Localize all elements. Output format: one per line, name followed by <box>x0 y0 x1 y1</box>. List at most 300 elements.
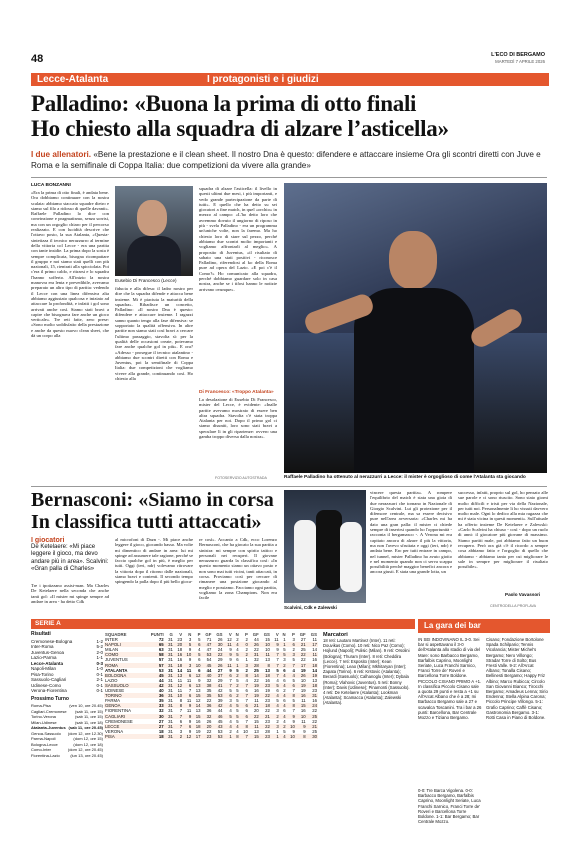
team-stat: 2 <box>271 714 280 719</box>
team-stat: 12 <box>195 698 201 704</box>
team-stat: 38 <box>202 683 213 688</box>
team-stat: 72 <box>158 637 164 643</box>
team-stat: 6 <box>240 703 249 708</box>
result-score: 0-3 <box>96 660 103 666</box>
team-stat: 22 <box>260 693 271 698</box>
team-stat: 41 <box>212 683 223 688</box>
team-stat: 6 <box>236 657 239 663</box>
result-score: 0-1 <box>96 682 103 688</box>
team-stat: 23 <box>260 683 271 688</box>
team-stat: 13 <box>312 677 317 683</box>
team-stat: 10 <box>174 693 183 698</box>
section-title: I protagonisti e i giudizi <box>201 73 549 86</box>
team-name: BOLOGNA <box>104 673 144 678</box>
team-stat: 10 <box>192 663 201 668</box>
team-stat: 5 <box>276 667 279 673</box>
team-stat: 12 <box>174 683 183 688</box>
standings-header-cell: V <box>179 632 183 637</box>
team-stat: 9 <box>188 647 192 653</box>
team-name: INTER <box>105 637 118 643</box>
team-stat: 10 <box>183 652 192 657</box>
deck-text: «Bene la prestazione e il clean sheet. Il nostro Dna è questo: difendere e attaccare insieme Ora gli scontri diretti con Juve e Roma e la semifinale di Coppa Italia: due competizioni da vivere alla grande» <box>31 150 541 170</box>
team-stat: 4 <box>224 703 233 708</box>
team-stat: 4 <box>271 703 280 708</box>
team-stat: 7 <box>188 688 192 694</box>
story2-headline-line-2: In classifica tutti attaccati» <box>31 511 262 533</box>
team-stat: 53 <box>217 728 223 734</box>
team-stat: 1 <box>245 657 248 663</box>
team-stat: 26 <box>217 637 223 643</box>
team-stat: 20 <box>174 642 183 647</box>
result-row <box>31 688 103 694</box>
team-stat: 11 <box>224 663 233 668</box>
team-stat: 7 <box>179 708 183 714</box>
team-stat: 11 <box>177 688 183 694</box>
story2-rule <box>31 486 547 487</box>
team-stat: 11 <box>312 637 317 643</box>
result-match: Juventus-Genoa <box>31 649 65 655</box>
team-stat: 24 <box>307 703 318 708</box>
team-stat: 7 <box>271 673 280 678</box>
team-stat: 6 <box>179 718 183 724</box>
standings-header-cell: P <box>291 632 295 637</box>
team-stat: 31 <box>165 673 174 678</box>
team-stat: 4 <box>229 718 232 724</box>
section-tag: Lecce-Atalanta <box>31 73 201 86</box>
team-stat: 23 <box>177 637 183 643</box>
team-stat: 15 <box>249 734 260 739</box>
standings-header-cell: N <box>188 632 192 637</box>
team-stat: 40 <box>202 673 213 678</box>
team-stat: 5 <box>229 688 232 694</box>
standings-row <box>104 734 318 739</box>
team-stat: 30 <box>307 734 318 739</box>
result-score: 0-1 <box>96 671 103 677</box>
result-match: Verona-Fiorentina <box>31 688 67 693</box>
team-stat: 44 <box>253 637 259 643</box>
team-stat: 9 <box>188 657 192 663</box>
team-stat: 7 <box>240 693 249 698</box>
team-stat: 23 <box>202 734 213 739</box>
team-stat: 6 <box>183 683 192 688</box>
result-score: 2-0 <box>96 649 103 655</box>
team-stat: 25 <box>300 647 306 653</box>
team-stat: 42 <box>144 683 164 688</box>
next-match: Fiorentina-Lazio <box>31 752 60 758</box>
team-stat: 31 <box>168 688 173 694</box>
team-stat: 26 <box>206 718 212 724</box>
palladino-photo <box>284 183 547 473</box>
newspaper-name: L'ECO DI BERGAMO <box>491 52 545 58</box>
team-stat: 3 <box>283 657 286 663</box>
team-stat: 22 <box>300 657 306 663</box>
team-stat: 2 <box>245 667 248 673</box>
team-stat: 0 <box>240 642 249 647</box>
team-stat: 5 <box>198 637 201 643</box>
team-stat: 2 <box>236 637 239 643</box>
team-stat: 6 <box>287 642 296 647</box>
team-stat: 22 <box>249 714 260 719</box>
team-stat: 4 <box>271 693 280 698</box>
team-stat: 29 <box>217 657 223 663</box>
team-stat: 24 <box>217 647 223 653</box>
issue-date: MARTEDÌ 7 APRILE 2026 <box>495 59 545 64</box>
next-match-time: (dom 12, ore 20.45) <box>67 747 103 752</box>
players-box <box>31 537 109 574</box>
team-stat: 15 <box>192 693 201 698</box>
team-stat: 4 <box>292 667 295 673</box>
story1-col1: «Era la prima di otto finali, è andata bene. Ora dobbiamo continuare con la nostra scalata: abbiamo staccato squadre dietro e siamo sul filo a ridosso di quelle davanti». Raffaele Palladino lo dice con convinzione e pragmatismo, senza sorrisi, ma con un orgoglio chiaro per il percorso realizzato. E con lucidità descrive che l'ottavo posto, la sua Atalanta, «Questa-sintetizza il tecnico nerazzurro al termine della vittoria col Lecce - era una partita con tante insidie. La prima dopo la sosta è sempre complicata, bisogna ricompattare il gruppo e noi siamo stati quelli con più nazionali, 15, rientrati alla spicciolata. Poi c'era il primo caldo, e ritrarsi e lo squadra l'hanno sofferto. All'inizio la nostra manovra era lenta e prevedibile, avevamo preparato un altro tipo di partita: vedendo il Lecce con una linea difensiva alta abbiamo aggiustato qualcosa e iniziato ad attaccare la profondità, e infatti i gol sono arrivati anche così. Siamo stati bravi a capire che bisognava fare anche un gioco verticale». Tre reti fatte, zero prese: «Sono molto soddisfatto della prestazione e anche da questo nuovo clean sheet, che dà un corpo alla <box>31 190 109 339</box>
story2-col1: Tre i ipotizzano assist-man. Ma Charles De Ketelaere nella seconda che anche tanti gol: «Il mister mi spinge sempre ad andare in area - ha detto Cdk <box>31 583 109 604</box>
team-stat: 3 <box>183 663 192 668</box>
team-stat: 31 <box>307 693 318 698</box>
team-stat: 2 <box>229 728 232 734</box>
team-stat: 19 <box>265 688 270 694</box>
team-stat: 31 <box>165 703 174 708</box>
team-stat: 6 <box>198 667 201 673</box>
team-stat: 2 <box>283 688 286 694</box>
next-match: Parma-Napoli <box>31 736 56 741</box>
team-stat: 20 <box>253 708 259 714</box>
next-match-time: (sab 11, ore 18) <box>75 719 103 725</box>
team-stat: 9 <box>229 657 232 663</box>
team-stat: 5 <box>224 714 233 719</box>
team-stat: 9 <box>271 642 280 647</box>
team-stat: 35 <box>158 698 164 704</box>
next-match-time: (dom 12, ore 12.30) <box>67 730 103 736</box>
team-name: UDINESE <box>105 688 125 694</box>
team-stat: 32 <box>206 677 212 683</box>
story1-byline: LUCA BONZANNI <box>31 183 71 188</box>
team-stat: 5 <box>292 657 295 663</box>
next-match-time: (sab 11, ore 15) <box>75 708 103 714</box>
team-stat: 11 <box>301 698 306 704</box>
team-stat: 39 <box>217 698 223 704</box>
next-match: Bologna-Lecce <box>31 741 58 747</box>
team-stat: 2 <box>174 734 183 739</box>
team-stat: 4 <box>236 647 239 653</box>
team-name: COMO <box>104 652 144 657</box>
story2-col2: al microfoni di Dazn -. Mi piace anche leggere il gioco, giocando basso. Ma volte mi dimentico di andare in area: lui mi spinge ad assumere tale ragione, perché se faccio qualche gol in più, è meglio per tutti. Oggi (ieri, ndr) volevamo ritrovare la vittoria dopo il ritorno dalle nazionali, siamo bravi e contenti. Il secondo tempo spingendo la palla dopo il più bello gioca- <box>115 537 193 585</box>
team-stat: 4 <box>276 677 279 683</box>
team-name: ROMA <box>104 663 144 668</box>
next-match-time: (ven 10, ore 20.45) <box>69 703 103 708</box>
team-stat: 22 <box>265 708 270 714</box>
team-stat: 54 <box>206 657 212 663</box>
team-name: JUVENTUS <box>105 657 128 663</box>
team-stat: 31 <box>168 667 173 673</box>
team-name: LECCE <box>104 724 144 729</box>
standings-header-cell: P <box>197 632 201 637</box>
scalvini-caption: Scalvini, Cdk e Zalewski <box>284 605 337 610</box>
team-stat: 11 <box>224 642 233 647</box>
team-stat: 19 <box>300 688 306 694</box>
team-stat: 25 <box>253 667 259 673</box>
team-stat: 9 <box>303 728 306 734</box>
standings-header-cell: G <box>169 632 173 637</box>
result-score: 0-1 <box>96 688 103 693</box>
team-stat: 5 <box>271 683 280 688</box>
team-stat: 18 <box>260 703 271 708</box>
team-stat: 31 <box>165 734 174 739</box>
team-stat: 18 <box>307 683 318 688</box>
di-francesco-photo <box>115 186 193 276</box>
team-stat: 23 <box>265 718 270 724</box>
team-stat: 4 <box>236 728 239 734</box>
story1-deck <box>31 149 547 171</box>
team-stat: 46 <box>212 714 223 719</box>
team-stat: 21 <box>249 703 260 708</box>
standings-header-cell: V <box>228 632 232 637</box>
team-stat: 2 <box>245 647 248 653</box>
team-stat: 3 <box>287 652 296 657</box>
team-stat: 15 <box>253 718 259 724</box>
team-stat: 27 <box>158 718 164 724</box>
team-stat: 16 <box>174 652 183 657</box>
team-stat: 6 <box>283 708 286 714</box>
team-stat: 6 <box>276 688 279 694</box>
team-stat: 5 <box>283 728 286 734</box>
team-stat: 7 <box>292 708 295 714</box>
team-stat: 11 <box>260 652 271 657</box>
team-stat: 36 <box>144 693 164 698</box>
results-panel <box>31 632 103 758</box>
team-stat: 19 <box>249 683 260 688</box>
team-stat: 4 <box>229 708 232 714</box>
story1-col3: squadra di alzare l'asticella: il livello in questi ultimi due mesi, i più importanti, e vedo grande partecipazione da parte di tutti». E quello che ha detto su sei giocatori a fine match, in quel «orchio» in mezzo al campo: «L'ho detto loro che avremmo dovuto il ungiorno di riposo in più - svela Palladino - era un programma un'uniche volte, non la faremo. Ma ho chiesto loro di stare sul pezzo, perché abbiamo due scontri molto importanti e vogliamo affrontarli al meglio». A proposito di Juventus, «il risultato di sabato una stati positivi - riconosce Palladino, riferendosi al ko della Roma pure ad opera del Lazio. «E poi c'è il Como?» Ho comunicato alla squadra, perché dobbiamo guardare solo in casa nostra, anche se i tifosi hanno le notizie arrivano ovunque». <box>199 186 277 292</box>
team-stat: 31 <box>165 693 174 698</box>
team-stat: 14 <box>177 667 183 673</box>
team-stat: 16 <box>312 657 317 663</box>
team-stat: 45 <box>144 673 164 678</box>
team-stat: 26 <box>296 673 307 678</box>
team-stat: 7 <box>245 698 248 704</box>
team-stat: 7 <box>271 652 280 657</box>
next-match-time: (dom 12, ore 15) <box>73 736 103 741</box>
team-stat: 9 <box>224 652 233 657</box>
team-stat: 28 <box>265 728 270 734</box>
result-match: Inter-Roma <box>31 644 54 649</box>
team-stat: 31 <box>165 683 174 688</box>
team-stat: 31 <box>168 657 173 663</box>
team-stat: 23 <box>260 734 271 739</box>
team-stat: 11 <box>249 724 260 729</box>
story2-col5: successo, infatti, proprio sul gol, ho pensato alle sue parole e ci sono riuscito. Sono stato giorni molto difficili e tristi per via della Nazionale, per tutti noi. Personalmente li ho vissuti davvero molto male. Ogni lo dedico alla mia ragazza che mi è stata vicina in questi momenti». Sull'attuale ha offerto insieme De Ketelaere e Zalewski: «Carlo Scalvini ha chiuso - così - dopo un ruolo di anni: il giocatore più giovane di massimo. Siamo partiti male, poi abbiamo fatto un buon recupero. Però ora già c'è il ricordo a sempre cosa abbiamo fatto e l'orgoglio di quello che abbiamo - abbiamo tanto per cui migliorare le sale in sempre per migliorare il risultato possibile». <box>458 490 548 570</box>
team-stat: 21 <box>296 642 307 647</box>
story2-col3: re così». Accanto a Cdk, ecco Lorenzo Bernasconi, che ha giocato la sua partita a sinistra: mi sempre con spirito tattico e personali nei recuperi. Il giovane nerazzurro guarda la classifica così: «In questo momento siamo un ottavo posto e non sono mai tutti vicini, tanti attaccati, in corsa. Proviamo così per cercare di rimanere una posizione giocando al meglio e possiamo. Facciamo ogni partita, vogliamo la zona Champions. Non era facile <box>199 537 277 601</box>
team-stat: 15 <box>192 714 201 719</box>
team-stat: 21 <box>260 714 271 719</box>
team-stat: 22 <box>260 724 271 729</box>
scorers-panel <box>323 632 413 838</box>
team-name: CREMONESE <box>105 718 133 724</box>
team-stat: 8 <box>296 734 307 739</box>
team-stat: 28 <box>249 663 260 668</box>
team-name: NAPOLI <box>104 642 144 647</box>
team-stat: 9 <box>229 647 232 653</box>
team-stat: 5 <box>183 642 192 647</box>
team-stat: 4 <box>280 703 287 708</box>
team-stat: 35 <box>206 688 212 694</box>
team-stat: 45 <box>202 663 213 668</box>
team-stat: 25 <box>312 728 317 734</box>
result-match: Lecce-Atalanta <box>31 660 64 666</box>
team-stat: 3 <box>240 663 249 668</box>
team-stat: 2 <box>233 673 240 678</box>
team-stat: 5 <box>236 708 239 714</box>
team-stat: 53 <box>158 667 164 673</box>
result-match: Udinese-Como <box>31 682 62 688</box>
team-stat: 22 <box>206 698 212 704</box>
team-stat: 10 <box>287 734 296 739</box>
result-match: Cremonese-Bologna <box>31 638 73 644</box>
team-stat: 8 <box>174 703 183 708</box>
team-stat: 15 <box>296 703 307 708</box>
team-stat: 19 <box>296 683 307 688</box>
team-stat: 31 <box>168 698 173 704</box>
team-name: GENOA <box>104 703 144 708</box>
team-stat: 2 <box>280 724 287 729</box>
team-stat: 18 <box>192 724 201 729</box>
standings-header-cell: GS <box>216 632 223 637</box>
team-stat: 5 <box>233 714 240 719</box>
team-stat: 6 <box>287 683 296 688</box>
team-stat: 7 <box>240 734 249 739</box>
team-stat: 3 <box>188 637 192 643</box>
team-stat: 19 <box>249 693 260 698</box>
team-stat: 2 <box>276 718 279 724</box>
team-stat: 6 <box>192 642 201 647</box>
team-stat: 7 <box>292 688 295 694</box>
team-stat: 31 <box>165 724 174 729</box>
story1-col2: fiducia e alla difesa: il ladro nostro per dire che la squadra difende e attacca bene insieme. Mi è piaciuta la maturità della squadra». Ribadisce un concetto, Palladino: «Il nostro Dna è questo: difendere e attaccare insieme. I ragazzi sanno quanto tengo alla fase difensiva: se sopportato la qualità offensiva. In altre partite non siamo stati così bravi a cercare l'ultimo passaggio, stavolta sì: per la qualità delle occasioni create, potevamo fare anche qualche gol in più». E ora? «Adesso - prosegue il tecnico atalantino - abbiamo due scontri diretti con Roma e Juventus, poi la semifinale di Coppa Italia: due competizioni che vogliamo vivere alla grande, continuando così. Ho chiesto alla <box>115 286 193 382</box>
team-stat: 42 <box>212 703 223 708</box>
standings-header-cell: SQUADRE <box>105 632 127 637</box>
team-stat: 7 <box>224 683 233 688</box>
team-stat: 57 <box>144 663 164 668</box>
team-stat: 53 <box>212 734 223 739</box>
team-stat: 65 <box>144 642 164 647</box>
team-stat: 10 <box>265 647 270 653</box>
result-match: Napoli-Milan <box>31 666 57 671</box>
team-stat: 9 <box>276 647 279 653</box>
team-stat: 8 <box>287 693 296 698</box>
next-match: Torino-Verona <box>31 714 56 719</box>
team-stat: 17 <box>192 734 201 739</box>
team-stat: 1 <box>233 663 240 668</box>
team-stat: 31 <box>168 647 173 653</box>
scorers-text: 18 reti: Lautaro Martinez (Inter). 11 reti: Douvikas (Como). 10 reti: Nico Paz (Como); Hojlund (Napoli); Pulisic (Milan). 9 reti: Orsolini (Bologna); Thuram (Inter). 8 reti: Cheddira (Lecce). 7 reti: Esposito (Inter); Kean (Fiorentina); Leao (Milan); Mkhitaryan (Inter); Zapata (Torino). 6 reti: Krstovic (Atalanta); Berardi (Sassuolo); Calhanoglu (Inter); Dybala (Roma); Vlahovic (Juventus). 5 reti: Bonny (Inter); Davis (Udinese); Pinamonti (Sassuolo). 4 reti: De Ketelaere (Atalanta); Lookman (Atalanta); Scamacca (Atalanta); Zalewski (Atalanta). <box>323 638 410 706</box>
team-stat: 31 <box>168 728 173 734</box>
team-stat: 11 <box>186 677 192 683</box>
team-stat: 8 <box>287 703 296 708</box>
team-stat: 63 <box>158 647 164 653</box>
team-stat: 37 <box>212 673 223 678</box>
team-stat: 7 <box>174 724 183 729</box>
next-match-time: (dom 12, ore 18) <box>73 741 103 747</box>
standings-header-cell: GF <box>299 632 306 637</box>
team-stat: 31 <box>168 718 173 724</box>
story2-byline: Paolo Vavassori <box>505 592 541 597</box>
team-stat: 10 <box>300 677 306 683</box>
team-stat: 22 <box>206 728 212 734</box>
team-stat: 71 <box>206 637 212 643</box>
team-stat: 15 <box>265 637 270 643</box>
next-match: Genoa-Sassuolo <box>31 730 61 736</box>
team-stat: 6 <box>283 698 286 704</box>
team-stat: 31 <box>165 652 174 657</box>
team-stat: 22 <box>296 652 307 657</box>
deck-lead: I due allenatori. <box>31 150 92 159</box>
team-stat: 45 <box>217 718 223 724</box>
scalvini-photo <box>284 490 366 603</box>
team-stat: 26 <box>249 642 260 647</box>
team-stat: 4 <box>287 673 296 678</box>
story1-rule <box>31 177 547 178</box>
story2-col4: vincere questa partita». A rompere l'equilibrio del match è stata una gioia di due nerazzurri che tornano in Nazionale di Giorgio Scalvini. Lui gli protezione per il difensore centrale, ma sa essere decisivo pure nell'area avversaria: «Charles mi ha dato una gran palla: il mister ci chiede sempre di inserirsi quando ho l'opportunità - racconta il bergamasco -. A Verona mi era capitato ancora di alzare il più la vittoria, ma non l'avevo sfruttata e oggi (ieri, ndr) è andata bene. Ero per tutti entrare in campo, nel tunnel, mister Palladino ha avuto gioito e nel momento quando non ci serva scappa possibilità perché maggior benefici ancora e ancora giusti. E stata una grande lotta, un <box>370 490 452 575</box>
gara-ranking: Cisano; Fondazione Bortolone Spada Schilpario; Tennis Vicolancia; Mister Michel's Bergamo; Nero Villongo; Stradar Torre di Solto; Bus Fresti Valle. 9-2: All'Arcat Albano; Tonalla Cisano; Bellinesti Bergamo; Happy Friz Albino; Marco Rubicca; Circolo San Giovanni Bianco; Tirocchi Bergamo; Amadeus Lenna; Sirio Endenna; Stella Alpina Carona; Piccolo Principe Villongo. 5-1: Grafio Caprino; Caffè Cisano; Gastronomia Bergamo. 3-1: Rotti Casa in Piano di Boldone. <box>486 637 548 721</box>
team-stat: 4 <box>283 718 286 724</box>
team-stat: 23 <box>265 698 270 704</box>
team-stat: 16 <box>177 657 183 663</box>
team-stat: 3 <box>271 724 280 729</box>
team-stat: 47 <box>206 647 212 653</box>
team-stat: 1 <box>283 637 286 643</box>
team-stat: 2 <box>233 693 240 698</box>
team-stat: 42 <box>217 688 223 694</box>
standings-header-cell: N <box>235 632 239 637</box>
team-stat: 4 <box>198 647 201 653</box>
team-stat: 20 <box>202 724 213 729</box>
next-match-time: (lun 13, ore 20.45) <box>70 752 103 758</box>
team-stat: 19 <box>195 728 201 734</box>
team-stat: 7 <box>229 677 232 683</box>
team-stat: 6 <box>245 688 248 694</box>
team-stat: 11 <box>301 718 306 724</box>
di-francesco-caption: Eusebio Di Francesco (Lecce) <box>115 278 177 283</box>
team-stat: 5 <box>283 647 286 653</box>
team-stat: 10 <box>287 724 296 729</box>
team-stat: 18 <box>174 663 183 668</box>
team-stat: 7 <box>287 663 296 668</box>
team-stat: 6 <box>245 708 248 714</box>
team-stat: 6 <box>198 657 201 663</box>
standings-header-cell: N <box>282 632 286 637</box>
team-stat: 3 <box>229 698 232 704</box>
team-stat: 2 <box>280 663 287 668</box>
team-stat: 8 <box>260 663 271 668</box>
team-stat: 8 <box>179 698 183 704</box>
team-stat: 14 <box>312 667 317 673</box>
team-stat: 2 <box>245 637 248 643</box>
team-stat: 22 <box>312 718 317 724</box>
team-stat: 44 <box>158 677 164 683</box>
team-stat: 27 <box>144 724 164 729</box>
team-stat: 9 <box>292 728 295 734</box>
team-stat: 4 <box>280 734 287 739</box>
standings-header-cell: GS <box>263 632 270 637</box>
team-stat: 31 <box>165 714 174 719</box>
team-stat: 11 <box>186 667 192 673</box>
team-stat: 11 <box>186 698 192 704</box>
team-stat: 7 <box>276 657 279 663</box>
headline-line-2: Ho chiesto alla squadra di alzare l’asticella» <box>31 116 449 141</box>
team-stat: 10 <box>243 728 248 734</box>
team-stat: 18 <box>177 647 183 653</box>
next-match: Atalanta-Juventus <box>31 725 66 730</box>
team-stat: 4 <box>224 724 233 729</box>
team-stat: 19 <box>307 673 318 678</box>
